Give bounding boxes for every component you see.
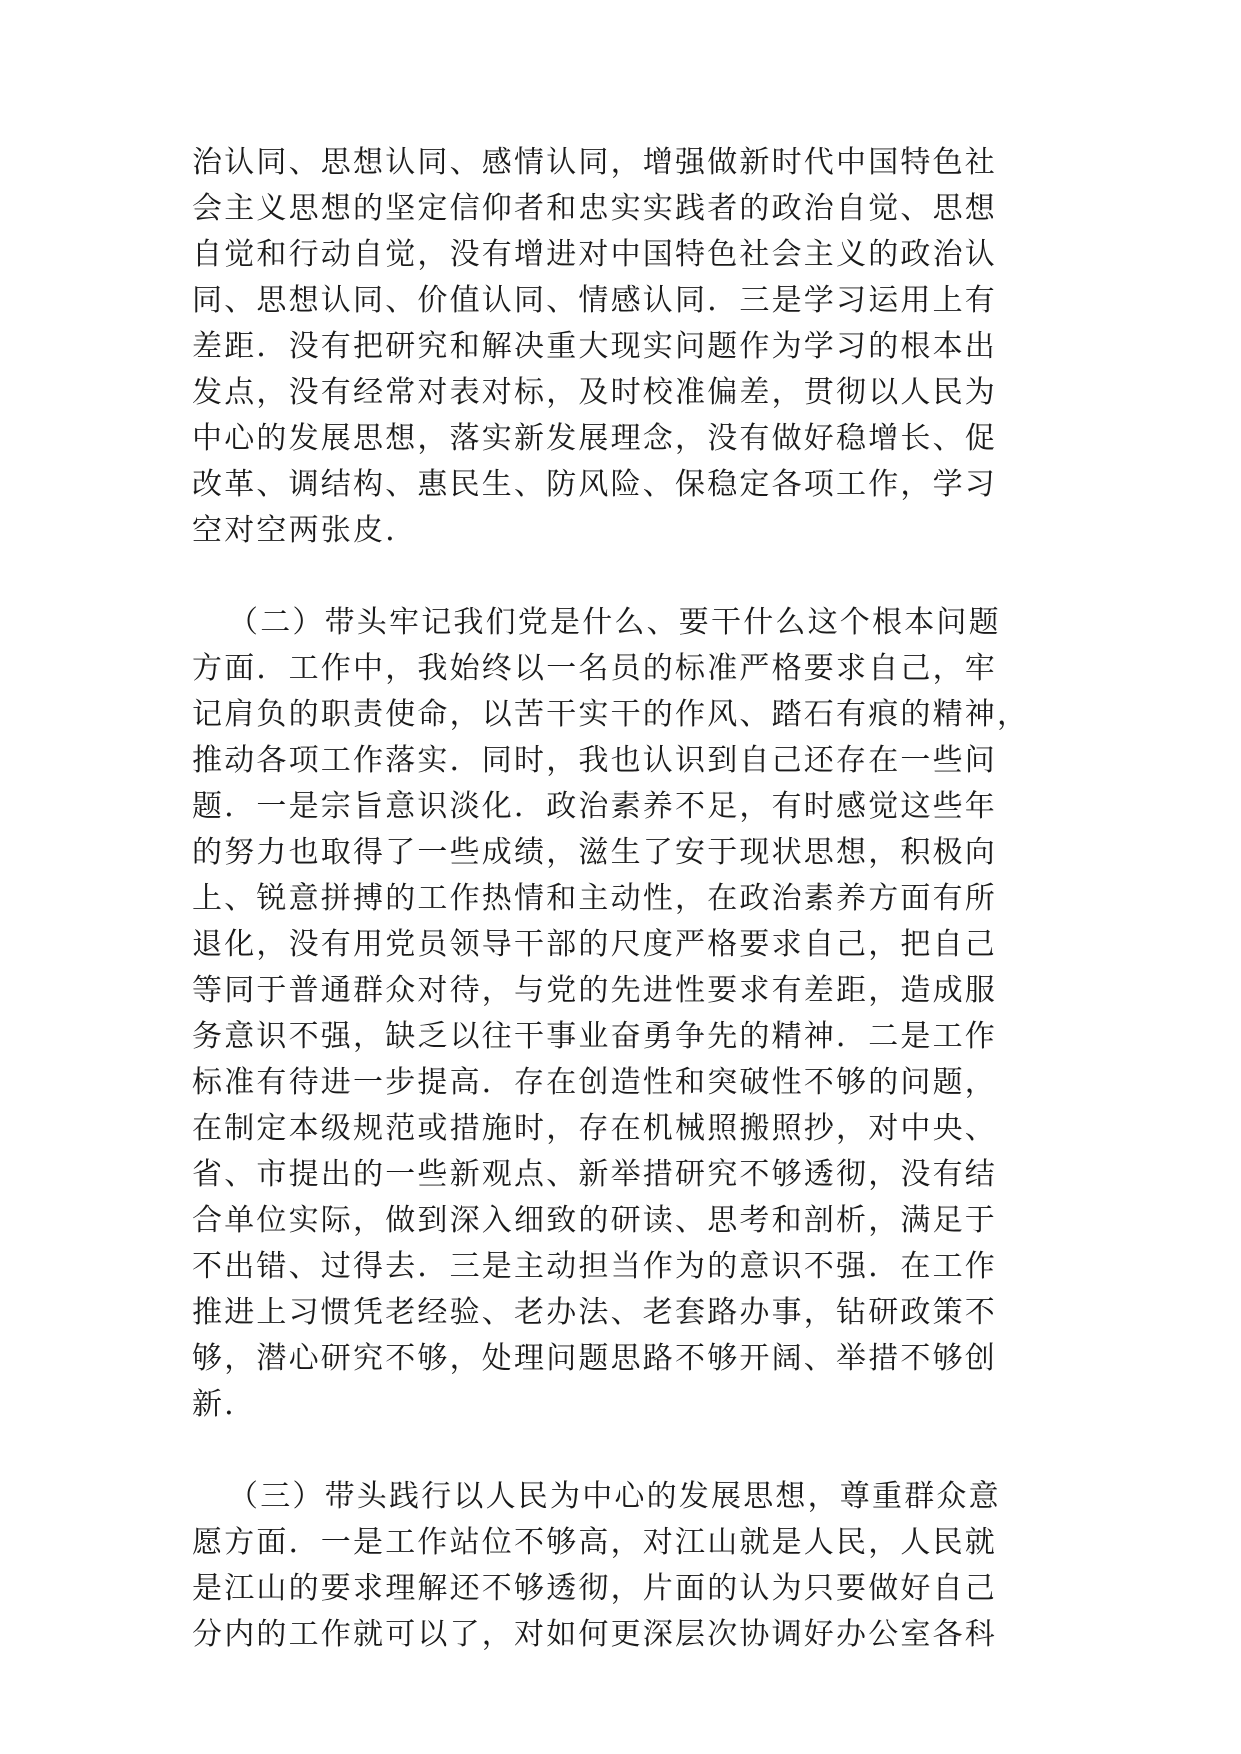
text-line: 上、锐意拼搏的工作热情和主动性，在政治素养方面有所 <box>192 881 997 916</box>
text-line: 记肩负的职责使命，以苦干实干的作风、踏石有痕的精神， <box>192 697 1030 732</box>
text-line: 方面．工作中，我始终以一名员的标准严格要求自己，牢 <box>192 651 997 686</box>
text-line: 会主义思想的坚定信仰者和忠实实践者的政治自觉、思想 <box>192 191 997 226</box>
text-line: 自觉和行动自觉，没有增进对中国特色社会主义的政治认 <box>192 237 997 272</box>
text-line: 推动各项工作落实．同时，我也认识到自己还存在一些问 <box>192 743 997 778</box>
text-line: 在制定本级规范或措施时，存在机械照搬照抄，对中央、 <box>192 1111 997 1146</box>
text-line: 不出错、过得去．三是主动担当作为的意识不强．在工作 <box>192 1249 997 1284</box>
text-line: 合单位实际，做到深入细致的研读、思考和剖析，满足于 <box>192 1203 997 1238</box>
paragraph-1 <box>192 140 1022 554</box>
text-line: 的努力也取得了一些成绩，滋生了安于现状思想，积极向 <box>192 835 997 870</box>
text-line: 差距．没有把研究和解决重大现实问题作为学习的根本出 <box>192 329 997 364</box>
text-line: 同、思想认同、价值认同、情感认同．三是学习运用上有 <box>192 283 997 318</box>
text-line: 新． <box>192 1387 257 1422</box>
text-line: 愿方面．一是工作站位不够高，对江山就是人民，人民就 <box>192 1525 997 1560</box>
text-line: 够，潜心研究不够，处理问题思路不够开阔、举措不够创 <box>192 1341 997 1376</box>
text-line: 题．一是宗旨意识淡化．政治素养不足，有时感觉这些年 <box>192 789 997 824</box>
text-line: 改革、调结构、惠民生、防风险、保稳定各项工作，学习 <box>192 467 997 502</box>
document-page <box>192 140 1030 1704</box>
text-line: 推进上习惯凭老经验、老办法、老套路办事，钻研政策不 <box>192 1295 997 1330</box>
text-line: （二）带头牢记我们党是什么、要干什么这个根本问题 <box>228 605 1001 640</box>
text-line: 分内的工作就可以了，对如何更深层次协调好办公室各科 <box>192 1617 997 1652</box>
text-line: 务意识不强，缺乏以往干事业奋勇争先的精神．二是工作 <box>192 1019 997 1054</box>
text-line: 治认同、思想认同、感情认同，增强做新时代中国特色社 <box>192 145 997 180</box>
paragraph-3 <box>192 1474 1022 1658</box>
text-line: 退化，没有用党员领导干部的尺度严格要求自己，把自己 <box>192 927 997 962</box>
text-line: 空对空两张皮． <box>192 513 418 548</box>
text-line: 等同于普通群众对待，与党的先进性要求有差距，造成服 <box>192 973 997 1008</box>
text-line: （三）带头践行以人民为中心的发展思想，尊重群众意 <box>228 1479 1001 1514</box>
paragraph-2 <box>192 600 1030 1428</box>
text-line: 发点，没有经常对表对标，及时校准偏差，贯彻以人民为 <box>192 375 997 410</box>
text-line: 省、市提出的一些新观点、新举措研究不够透彻，没有结 <box>192 1157 997 1192</box>
text-line: 标准有待进一步提高．存在创造性和突破性不够的问题， <box>192 1065 997 1100</box>
text-line: 是江山的要求理解还不够透彻，片面的认为只要做好自己 <box>192 1571 997 1606</box>
text-line: 中心的发展思想，落实新发展理念，没有做好稳增长、促 <box>192 421 997 456</box>
